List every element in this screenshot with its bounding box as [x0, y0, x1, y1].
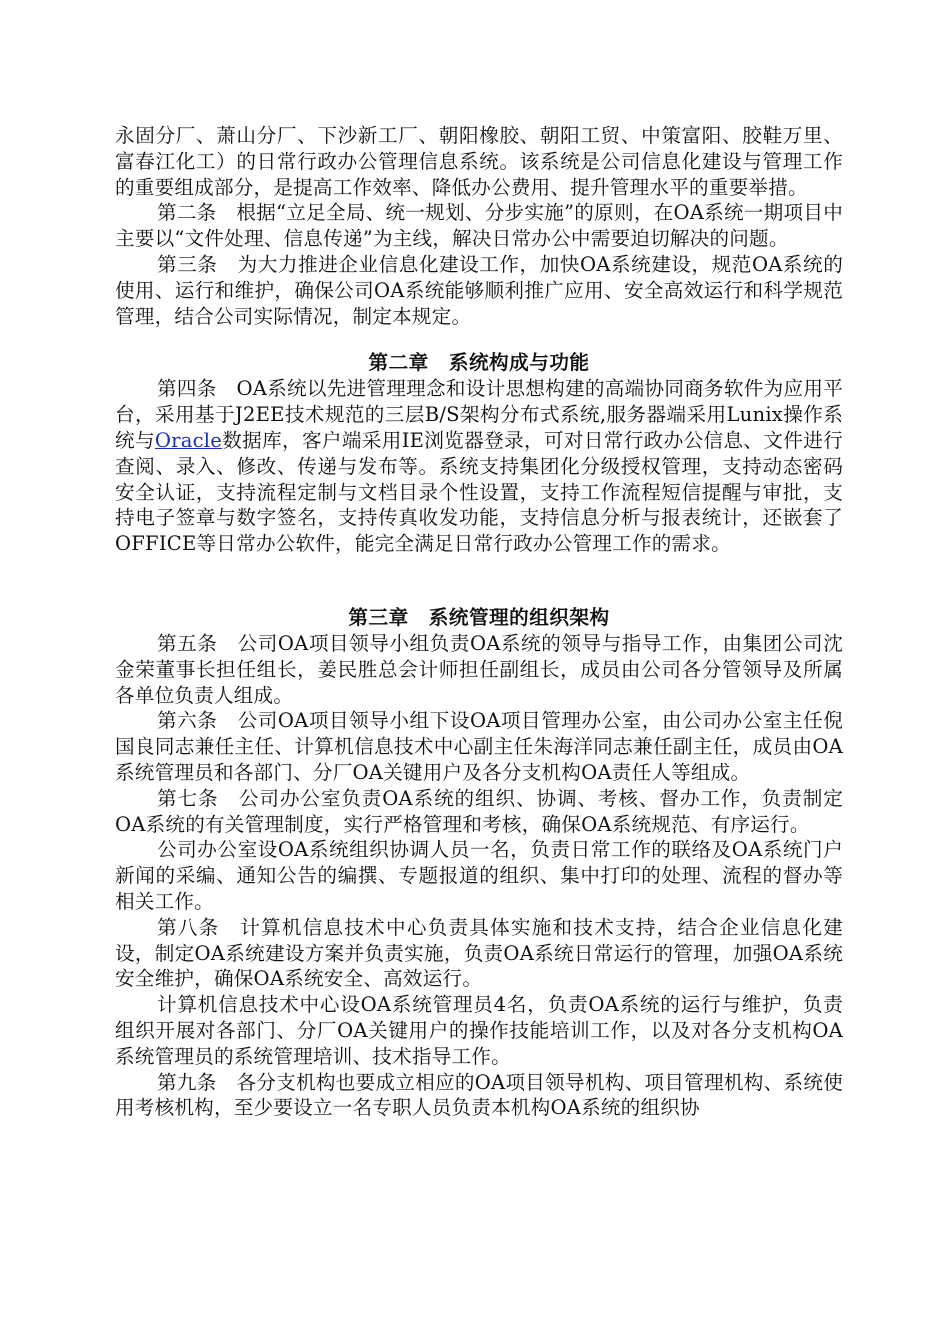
paragraph-article-8: 第八条 计算机信息技术中心负责具体实施和技术支持，结合企业信息化建设，制定OA系统建设方案并负责实施，负责OA系统日常运行的管理，加强OA系统安全维护，确保OA系统安全、高效运行。: [115, 915, 843, 991]
article-4-text-start: 第四条 OA系统以先进管理理念和设计思想构建的高端协同商务软件为应用平台，采用基于J2EE技术规范的三层B/S架构分布式系统,服务器端采用Lunix操作系统与: [115, 377, 843, 452]
paragraph-article-9: 第九条 各分支机构也要成立相应的OA项目领导机构、项目管理机构、系统使用考核机构，至少要设立一名专职人员负责本机构OA系统的组织协: [115, 1070, 843, 1120]
paragraph-article-7: 第七条 公司办公室负责OA系统的组织、协调、考核、督办工作，负责制定OA系统的有关管理制度，实行严格管理和考核，确保OA系统规范、有序运行。: [115, 786, 843, 836]
paragraph-article-4: [115, 376, 843, 557]
paragraph-article-3: 第三条 为大力推进企业信息化建设工作，加快OA系统建设，规范OA系统的使用、运行和维护，确保公司OA系统能够顺利推广应用、安全高效运行和科学规范管理，结合公司实际情况，制定本规定。: [115, 252, 843, 328]
article-4-text-end: 数据库，客户端采用IE浏览器登录，可对日常行政办公信息、文件进行查阅、录入、修改、传递与发布等。系统支持集团化分级授权管理，支持动态密码安全认证，支持流程定制与文档目录个性设置，支持工作流程短信提醒与审批，支持电子签章与数字签名，支持传真收发功能，支持信息分析与报表统计，还嵌套了OFFICE等日常办公软件，能完全满足日常行政办公管理工作的需求。: [115, 428, 843, 556]
paragraph-it-administrators: 计算机信息技术中心设OA系统管理员4名，负责OA系统的运行与维护，负责组织开展对各部门、分厂OA关键用户的操作技能培训工作，以及对各分支机构OA系统管理员的系统管理培训、技术指导工作。: [115, 993, 843, 1068]
paragraph-article-2: 第二条 根据“立足全局、统一规划、分步实施”的原则，在OA系统一期项目中主要以“文件处理、信息传递”为主线，解决日常办公中需要迫切解决的问题。: [115, 201, 843, 251]
paragraph-intro-continued: 永固分厂、萧山分厂、下沙新工厂、朝阳橡胶、朝阳工贸、中策富阳、胶鞋万里、富春江化工）的日常行政办公管理信息系统。该系统是公司信息化建设与管理工作的重要组成部分，是提高工作效率、降低办公费用、提升管理水平的重要举措。: [115, 124, 843, 199]
paragraph-office-coordinator: 公司办公室设OA系统组织协调人员一名，负责日常工作的联络及OA系统门户新闻的采编、通知公告的编撰、专题报道的组织、集中打印的处理、流程的督办等相关工作。: [115, 838, 843, 913]
oracle-link[interactable]: Oracle: [154, 428, 223, 452]
paragraph-article-6: 第六条 公司OA项目领导小组下设OA项目管理办公室，由公司办公室主任倪国良同志兼任主任、计算机信息技术中心副主任朱海洋同志兼任副主任，成员由OA系统管理员和各部门、分厂OA关键用户及各分支机构OA责任人等组成。: [115, 709, 843, 784]
chapter-3-heading: 第三章 系统管理的组织架构: [348, 605, 610, 629]
document-body: [115, 123, 843, 1121]
chapter-2-heading: 第二章 系统构成与功能: [368, 351, 590, 375]
paragraph-article-5: 第五条 公司OA项目领导小组负责OA系统的领导与指导工作，由集团公司沈金荣董事长担任组长，姜民胜总会计师担任副组长，成员由公司各分管领导及所属各单位负责人组成。: [115, 631, 843, 707]
